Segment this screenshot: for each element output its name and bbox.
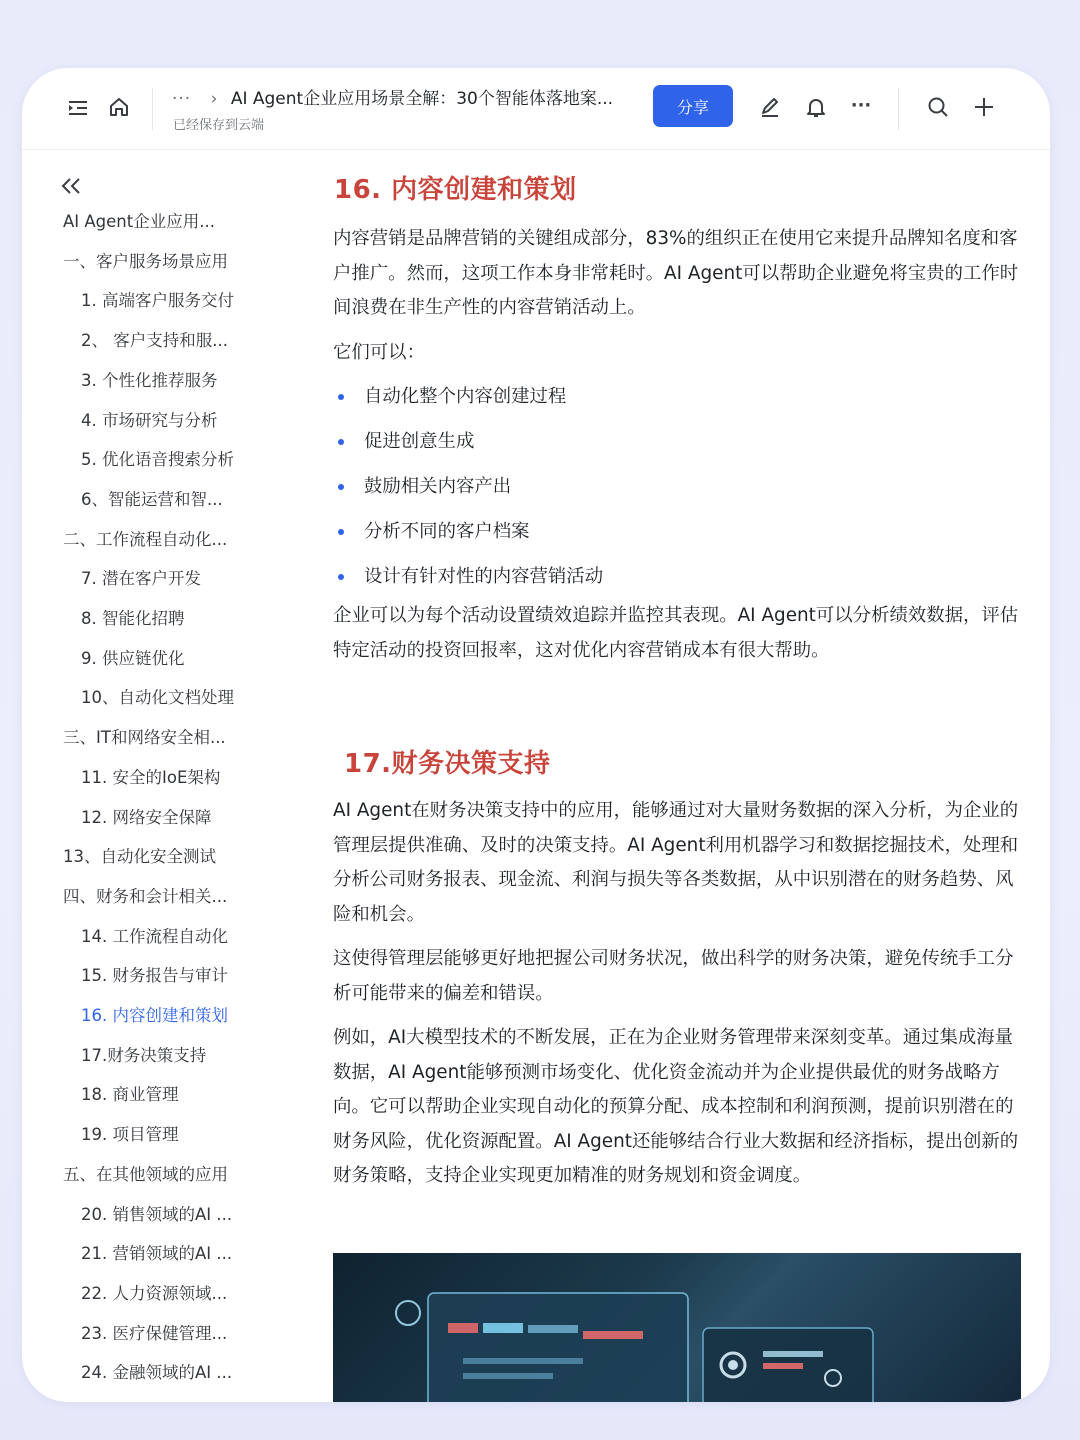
section-heading: 17.财务决策支持 [344, 749, 551, 779]
list-item: 促进创意生成 [333, 425, 1023, 470]
bell-icon[interactable] [803, 94, 829, 120]
list-item: 设计有针对性的内容营销活动 [333, 560, 1023, 605]
paragraph: 企业可以为每个活动设置绩效追踪并监控其表现。AI Agent可以分析绩效数据，评估特定活动的投资回报率，这对优化内容营销成本有很大帮助。 [333, 605, 1019, 661]
toc-item[interactable]: 五、在其他领域的应用 [63, 1164, 228, 1184]
toc-item[interactable]: 一、客户服务场景应用 [63, 251, 228, 271]
document-title[interactable]: AI Agent企业应用场景全解：30个智能体落地案... [230, 89, 614, 109]
toc-item[interactable]: 21. 营销领域的AI ... [81, 1244, 233, 1264]
toc-item[interactable]: 7. 潜在客户开发 [81, 569, 201, 589]
toc-item[interactable]: 17.财务决策支持 [81, 1045, 207, 1065]
toc-item[interactable]: 三、IT和网络安全相... [63, 728, 226, 748]
toc-item[interactable]: 22. 人力资源领域... [81, 1283, 228, 1303]
toc-item[interactable]: AI Agent企业应用... [63, 212, 215, 231]
toolbar-divider [898, 88, 899, 130]
share-button[interactable]: 分享 [653, 85, 733, 127]
list-item: 自动化整个内容创建过程 [333, 380, 1023, 425]
breadcrumb[interactable] [172, 84, 613, 109]
list-item: 鼓励相关内容产出 [333, 470, 1023, 515]
toc-item-active[interactable]: 16. 内容创建和策划 [81, 1006, 228, 1025]
toc-item[interactable]: 四、财务和会计相关... [63, 886, 228, 906]
add-icon[interactable] [971, 94, 997, 120]
toc-item[interactable]: 12. 网络安全保障 [81, 807, 212, 827]
list-item: 分析不同的客户档案 [333, 515, 1023, 560]
outline-toggle-icon[interactable] [66, 96, 90, 120]
toc-item[interactable]: 二、工作流程自动化... [63, 529, 228, 549]
toc-item[interactable]: 9. 供应链优化 [81, 648, 185, 668]
toc-item[interactable]: 6、智能运营和智... [81, 489, 223, 509]
toc-item[interactable]: 18. 商业管理 [81, 1085, 179, 1105]
section-heading: 16. 内容创建和策划 [334, 175, 577, 205]
top-toolbar [22, 68, 1050, 150]
paragraph: 它们可以： [333, 341, 425, 363]
toc-item[interactable]: 24. 金融领域的AI ... [81, 1363, 233, 1383]
collapse-sidebar-icon[interactable] [60, 176, 82, 200]
toc-item[interactable]: 11. 安全的IoE架构 [81, 767, 221, 787]
paragraph: 例如，AI大模型技术的不断发展，正在为企业财务管理带来深刻变革。通过集成海量数据，AI Agent能够预测市场变化、优化资金流动并为企业提供最优的财务战略方向。它可以帮助企业实现自动化的预算分配、成本控制和利润预测，提前识别潜在的财务风险，优化资源配置。AI Agent还能够结合行业大数据和经济指标，提出创新的财务策略，支持企业实现更加精准的财务规划和资金调度。 [333, 1027, 1019, 1186]
document-window [22, 68, 1050, 1402]
toc-item[interactable]: 1. 高端客户服务交付 [81, 291, 234, 311]
toc-item[interactable]: 2、 客户支持和服... [81, 331, 228, 351]
toc-item[interactable]: 14. 工作流程自动化 [81, 926, 228, 946]
save-status: 已经保存到云端 [173, 118, 265, 133]
toc-item[interactable]: 5. 优化语音搜索分析 [81, 450, 234, 470]
toc-item[interactable]: 20. 销售领域的AI ... [81, 1204, 233, 1224]
paragraph: 这使得管理层能够更好地把握公司财务状况，做出科学的财务决策，避免传统手工分析可能带来的偏差和错误。 [333, 948, 1014, 1004]
tech-illustration-image [333, 1253, 1021, 1402]
paragraph: 内容营销是品牌营销的关键组成部分，83%的组织正在使用它来提升品牌知名度和客户推广。然而，这项工作本身非常耗时。AI Agent可以帮助企业避免将宝贵的工作时间浪费在非生产性的内容营销活动上。 [333, 228, 1019, 318]
toc-item[interactable]: 3. 个性化推荐服务 [81, 370, 218, 390]
toc-item[interactable]: 23. 医疗保健管理... [81, 1323, 228, 1343]
toc-item[interactable]: 15. 财务报告与审计 [81, 966, 228, 986]
home-icon[interactable] [106, 94, 132, 120]
chevron-right-icon: › [210, 89, 218, 109]
toc-item[interactable]: 10、自动化文档处理 [81, 688, 234, 708]
more-icon[interactable]: ··· [850, 94, 872, 116]
toc-item[interactable]: 19. 项目管理 [81, 1125, 179, 1145]
paragraph: AI Agent在财务决策支持中的应用，能够通过对大量财务数据的深入分析，为企业的管理层提供准确、及时的决策支持。AI Agent利用机器学习和数据挖掘技术，处理和分析公司财务报表、现金流、利润与损失等各类数据，从中识别潜在的财务趋势、风险和机会。 [333, 800, 1019, 925]
toolbar-divider [152, 88, 153, 130]
document-body [333, 168, 1023, 1194]
bullet-list [333, 380, 1023, 605]
toc-item[interactable]: 8. 智能化招聘 [81, 609, 185, 628]
toc-item[interactable]: 13、自动化安全测试 [63, 847, 216, 867]
search-icon[interactable] [925, 94, 951, 120]
edit-pen-icon[interactable] [757, 94, 783, 120]
breadcrumb-ellipsis[interactable]: ··· [172, 89, 192, 109]
toc-item[interactable]: 4. 市场研究与分析 [81, 410, 218, 430]
